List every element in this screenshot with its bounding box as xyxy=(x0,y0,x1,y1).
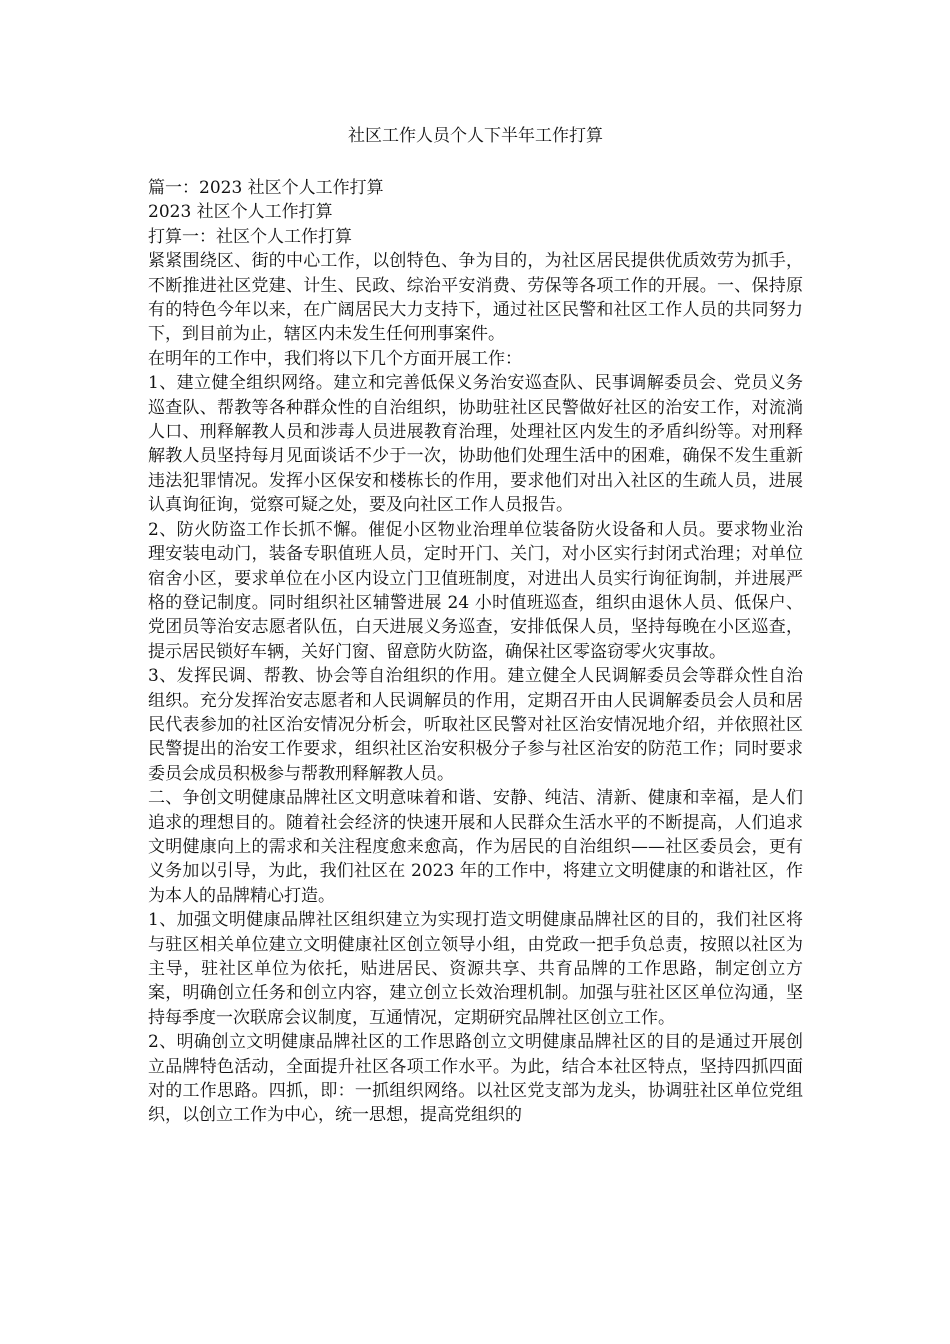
paragraph-work-approach: 2、明确创立文明健康品牌社区的工作思路创立文明健康品牌社区的目的是通过开展创立品牌特色活动，全面提升社区各项工作水平。为此，结合本社区特点，坚持四抓四面对的工作思路。四抓，即：一抓组织网络。以社区党支部为龙头，协调驻社区单位党组织，以创立工作为中心，统一思想，提高党组织的 xyxy=(148,1032,803,1126)
paragraph-work-areas: 在明年的工作中，我们将以下几个方面开展工作： xyxy=(148,348,522,369)
paragraph-fire-theft-prevention: 2、防火防盗工作长抓不懈。催促小区物业治理单位装备防火设备和人员。要求物业治理安装电动门，装备专职值班人员，定时开门、关门，对小区实行封闭式治理；对单位宿舍小区，要求单位在小区内设立门卫值班制度，对进出人员实行询征询制，并进展严格的登记制度。同时组织社区辅警进展 24 小时值班巡查，组织由退休人员、低保户、党团员等治安志愿者队伍，白天进展义务巡查，安排低保人员，坚持每晚在小区巡查，提示居民锁好车辆，关好门窗、留意防火防盗，确保社区零盗窃零火灾事故。 xyxy=(148,519,803,662)
paragraph-organization-network: 1、建立健全组织网络。建立和完善低保义务治安巡查队、民事调解委员会、党员义务巡查队、帮教等各种群众性的自治组织，协助驻社区民警做好社区的治安工作，对流淌人口、刑释解教人员和涉毒人员进展教育治理，处理社区内发生的矛盾纠纷等。对刑释解教人员坚持每月见面谈话不少于一次，协助他们处理生活中的困难，确保不发生重新违法犯罪情况。发挥小区保安和楼栋长的作用，要求他们对出入社区的生疏人员，进展认真询征询，觉察可疑之处，要及向社区工作人员报告。 xyxy=(148,373,803,516)
paragraph-civilized-community: 二、争创文明健康品牌社区文明意味着和谐、安静、纯洁、清新、健康和幸福，是人们追求的理想目的。随着社会经济的快速开展和人民群众生活水平的不断提高，人们追求文明健康向上的需求和关注程度愈来愈高，作为居民的自治组织——社区委员会，更有义务加以引导，为此，我们社区在 2023 年的工作中，将建立文明健康的和谐社区，作为本人的品牌精心打造。 xyxy=(148,788,803,906)
document-body xyxy=(148,122,803,1128)
plan-heading: 打算一：社区个人工作打算 xyxy=(148,226,352,247)
section-heading: 篇一：2023 社区个人工作打算 xyxy=(148,178,384,198)
paragraph-self-governance: 3、发挥民调、帮教、协会等自治组织的作用。建立健全人民调解委员会等群众性自治组织。充分发挥治安志愿者和人民调解员的作用，定期召开由人民调解委员会人员和居民代表参加的社区治安情况分析会，听取社区民警对社区治安情况地介绍，并依照社区民警提出的治安工作要求，组织社区治安积极分子参与社区治安的防范工作；同时要求委员会成员积极参与帮教刑释解教人员。 xyxy=(148,666,803,784)
subsection-heading: 2023 社区个人工作打算 xyxy=(148,202,333,223)
paragraph-brand-organization: 1、加强文明健康品牌社区组织建立为实现打造文明健康品牌社区的目的，我们社区将与驻区相关单位建立文明健康社区创立领导小组，由党政一把手负总责，按照以社区为主导，驻社区单位为依托，贴进居民、资源共享、共育品牌的工作思路，制定创立方案，明确创立任务和创立内容，建立创立长效治理机制。加强与驻社区区单位沟通，坚持每季度一次联席会议制度，互通情况，定期研究品牌社区创立工作。 xyxy=(148,910,803,1028)
paragraph-intro: 紧紧围绕区、街的中心工作，以创特色、争为目的，为社区居民提供优质效劳为抓手，不断推进社区党建、计生、民政、综治平安消费、劳保等各项工作的开展。一、保持原有的特色今年以来，在广阔居民大力支持下，通过社区民警和社区工作人员的共同努力下，到目前为止，辖区内未发生任何刑事案件。 xyxy=(148,251,803,345)
document-title: 社区工作人员个人下半年工作打算 xyxy=(348,126,603,146)
